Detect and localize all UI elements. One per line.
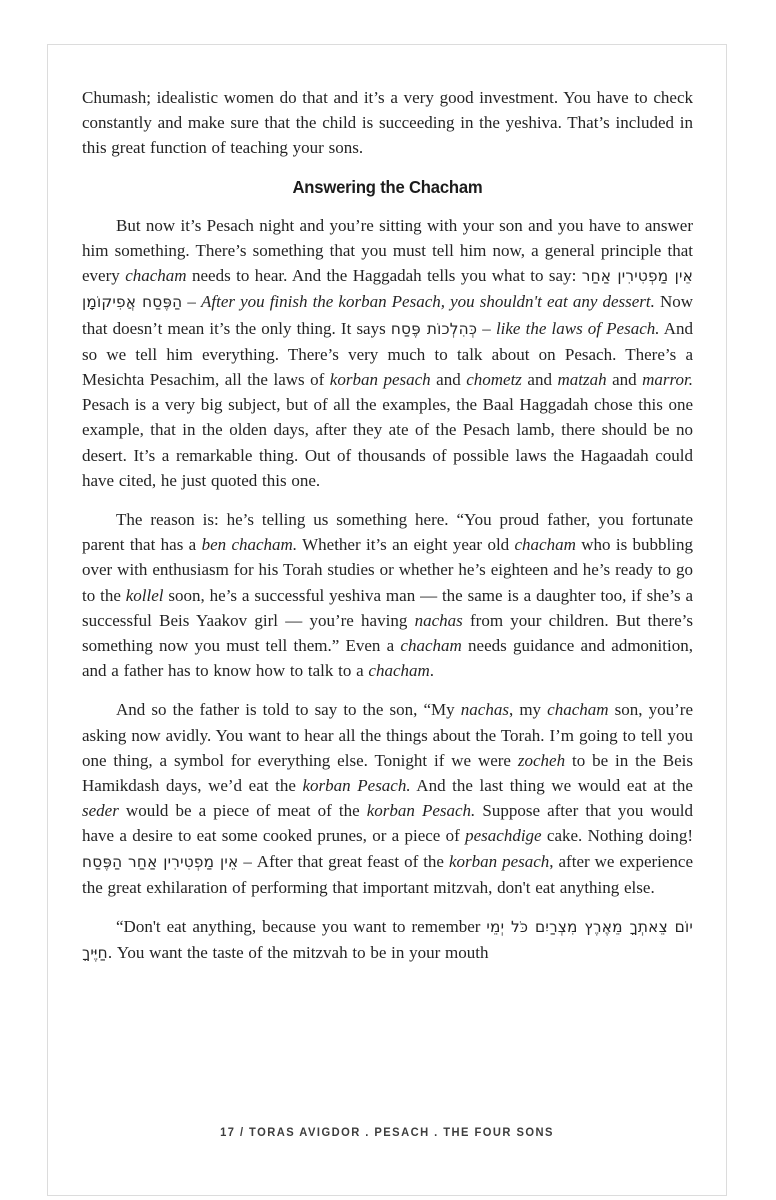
- text-run: , after we experience the great exhilaration of performing that important mitzvah, don't eat anything else.: [82, 851, 694, 897]
- text-run: The reason is: he’s telling us something here. “You proud father, you fortunate parent that has a: [82, 510, 693, 555]
- text-run: cake. Nothing doing!: [541, 826, 693, 846]
- text-run: –: [477, 318, 496, 338]
- text-run: chacham: [547, 700, 609, 720]
- text-run: matzah: [557, 370, 607, 390]
- text-run: from your children. But there’s something now you must tell them.” Even a: [82, 610, 693, 656]
- document-page: [47, 44, 727, 1196]
- text-run: zocheh: [517, 750, 566, 770]
- text-run: But now it’s Pesach night and you’re sitting with your son and you have to answer him something. There’s something that you must tell him now, a general principle that every: [82, 215, 693, 286]
- text-run: and: [606, 370, 643, 390]
- text-run: . You want the taste of the mitzvah to be in your mouth: [107, 943, 489, 963]
- paragraph: [82, 85, 693, 161]
- paragraph: [82, 213, 693, 493]
- text-run: Suppose after that you would have a desire to eat some cooked prunes, or a piece of: [82, 801, 693, 846]
- text-run: chacham: [368, 661, 430, 681]
- text-run: nachas: [460, 700, 509, 720]
- text-run: to be in the Beis Hamikdash days, we’d eat the: [82, 750, 694, 796]
- text-run: korban pesach: [448, 851, 550, 871]
- page-footer: 17 / TORAS AVIGDOR . PESACH . THE FOUR SONS: [220, 1127, 554, 1139]
- text-run: “Don't eat anything, because you want to remember: [116, 917, 487, 937]
- text-run: needs guidance and admonition, and a father has to know how to talk to a: [82, 636, 693, 681]
- text-run: korban pesach: [329, 370, 431, 390]
- text-run: korban Pesach.: [366, 801, 476, 821]
- paragraph: [82, 914, 693, 966]
- text-run: And so we tell him everything. There’s very much to talk about on Pesach. There’s a Mesichta Pesachim, all the laws of: [82, 318, 693, 390]
- text-run: korban Pesach.: [302, 776, 411, 796]
- text-run: nachas: [414, 610, 463, 630]
- hebrew-text: כְּהִלְכוֹת פֶּסַח: [390, 319, 478, 338]
- text-run: kollel: [125, 585, 164, 605]
- text-run: Now that doesn’t mean it’s the only thing. It says: [82, 292, 694, 338]
- text-run: and: [521, 370, 558, 390]
- text-run: .: [429, 661, 435, 681]
- text-run: would be a piece of meat of the: [118, 801, 367, 821]
- paragraph: [82, 507, 693, 683]
- text-run: chacham: [514, 535, 576, 555]
- text-run: and: [430, 370, 467, 390]
- section-heading: Answering the Chacham: [292, 176, 483, 197]
- hebrew-text: יוֹם צֵאתְךָ מֵאֶרֶץ מִצְרַיִם כֹּל יְמֵי חַיֶּיךָ: [82, 918, 693, 963]
- text-run: needs to hear. And the Haggadah tells you what to say:: [186, 266, 582, 286]
- text-run: who is bubbling over with enthusiasm for his Torah studies or whether he’s eighteen and he’s ready to go to the: [82, 535, 693, 605]
- text-run: marror.: [642, 370, 694, 390]
- text-run: Chumash; idealistic women do that and it’s a very good investment. You have to check constantly and make sure that the child is succeeding in the yeshiva. That’s included in this great function of teaching your sons.: [82, 88, 693, 158]
- hebrew-text: אֵין מַפְטִירִין אַחַר הַפֶּסַח אֲפִיקוֹמָן: [82, 267, 693, 312]
- page-body: [82, 85, 693, 981]
- text-run: seder: [82, 801, 119, 821]
- paragraph: [82, 697, 693, 900]
- text-run: And so the father is told to say to the son, “My: [116, 700, 461, 720]
- text-run: – After that great feast of the: [238, 851, 449, 871]
- text-run: And the last thing we would eat at the: [410, 776, 693, 796]
- text-run: soon, he’s a successful yeshiva man — the same is a daughter too, if she’s a successful Beis Yaakov girl — you’re having: [82, 585, 693, 630]
- text-run: chacham: [125, 266, 187, 286]
- text-run: –: [182, 292, 202, 312]
- text-run: Whether it’s an eight year old: [297, 535, 515, 555]
- hebrew-text: אֵין מַפְטִירִין אַחַר הַפֶּסַח: [82, 852, 239, 871]
- text-run: , my: [508, 700, 548, 720]
- text-run: Pesach is a very big subject, but of all the examples, the Baal Haggadah chose this one example, that in the olden days, after they ate of the Pesach lamb, there should be no desert. It’s a remarkable thing. Out of thousands of possible laws the Hagaadah could have cited, he just quoted this one.: [82, 395, 693, 490]
- text-run: ben chacham.: [201, 535, 298, 555]
- text-run: chometz: [466, 370, 522, 390]
- text-run: After you finish the korban Pesach, you shouldn't eat any dessert.: [201, 292, 655, 312]
- text-run: chacham: [400, 636, 462, 656]
- text-run: pesachdige: [465, 826, 542, 846]
- text-run: like the laws of Pesach.: [495, 318, 660, 338]
- text-run: son, you’re asking now avidly. You want to hear all the things about the Torah. I’m going to tell you one thing, a symbol for everything else. Tonight if we were: [82, 700, 693, 770]
